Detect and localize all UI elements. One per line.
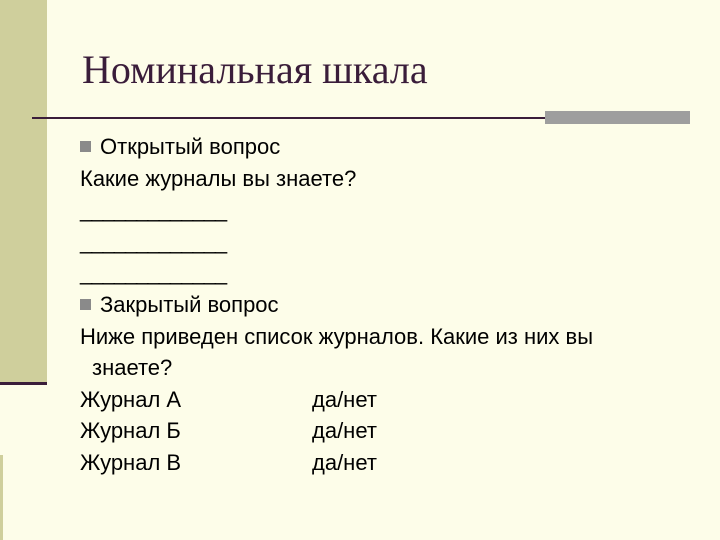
answer-blank: _____________: [80, 197, 227, 223]
bullet-square-icon: [80, 141, 91, 152]
answer-blank: _____________: [80, 228, 227, 254]
left-accent-bar: [0, 0, 47, 382]
left-accent-thin: [0, 455, 3, 540]
journal-row: [80, 447, 700, 479]
answer-blank: _____________: [80, 260, 227, 286]
open-question-text: Какие журналы вы знаете?: [80, 165, 357, 191]
journal-answer: да/нет: [312, 418, 377, 444]
closed-question-text-line2: знаете?: [92, 355, 173, 381]
journal-row: [80, 415, 700, 447]
journal-answer: да/нет: [312, 386, 377, 412]
journal-name: Журнал Б: [80, 418, 181, 444]
journal-answer: да/нет: [312, 449, 377, 475]
section-heading: Открытый вопрос: [100, 134, 281, 159]
bullet-item-open-question: [80, 131, 700, 163]
slide-title: Номинальная шкала: [82, 47, 428, 92]
bullet-square-icon: [80, 299, 91, 310]
slide-content: [80, 131, 700, 479]
journal-row: [80, 384, 700, 416]
left-accent-edge: [0, 382, 47, 385]
title-divider-block: [545, 111, 690, 124]
journal-name: Журнал А: [80, 386, 182, 412]
section-heading: Закрытый вопрос: [100, 291, 279, 317]
journal-name: Журнал В: [80, 449, 182, 475]
closed-question-text-line1: Ниже приведен список журналов. Какие из них вы: [80, 323, 594, 349]
bullet-item-closed-question: [80, 289, 700, 321]
